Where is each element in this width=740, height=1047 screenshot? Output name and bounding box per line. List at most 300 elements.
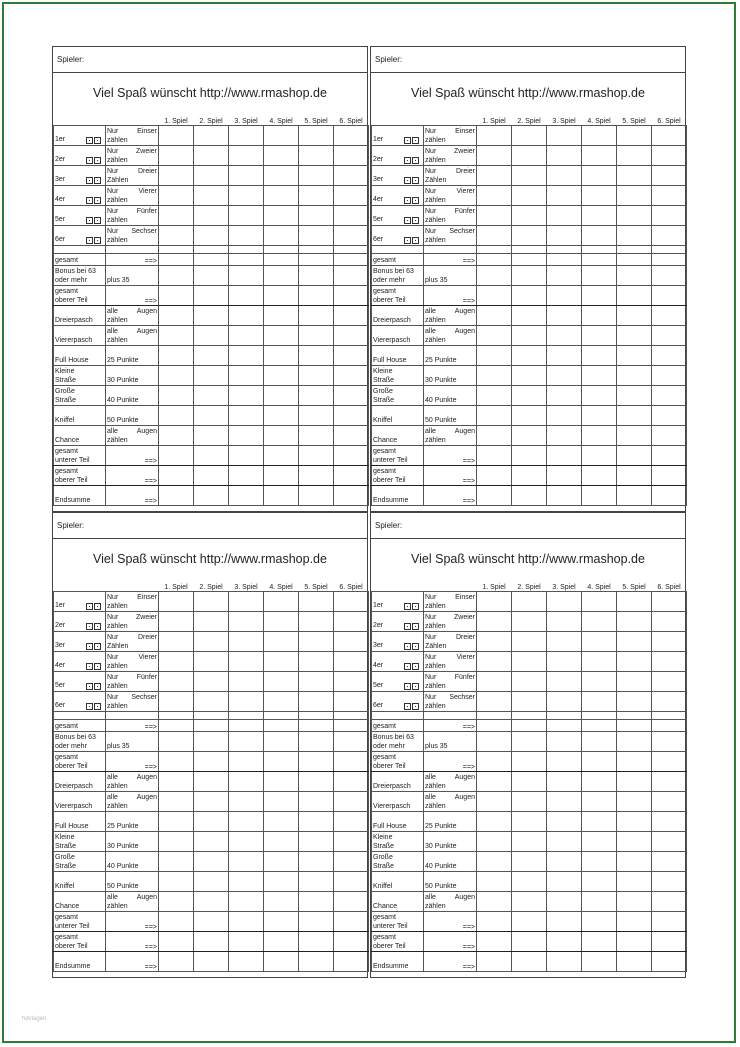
score-cell[interactable]	[582, 672, 617, 692]
score-cell[interactable]	[299, 632, 334, 652]
player-name-field[interactable]: Spieler:	[53, 47, 367, 73]
score-cell[interactable]	[194, 592, 229, 612]
score-cell[interactable]	[299, 446, 334, 466]
score-cell[interactable]	[299, 126, 334, 146]
score-cell[interactable]	[477, 246, 512, 254]
score-cell[interactable]	[477, 892, 512, 912]
score-cell[interactable]	[299, 672, 334, 692]
score-cell[interactable]	[299, 486, 334, 506]
score-cell[interactable]	[264, 126, 299, 146]
score-cell[interactable]	[194, 952, 229, 972]
score-cell[interactable]	[264, 672, 299, 692]
score-cell[interactable]	[617, 286, 652, 306]
score-cell[interactable]	[652, 852, 687, 872]
score-cell[interactable]	[477, 126, 512, 146]
score-cell[interactable]	[512, 486, 547, 506]
score-cell[interactable]	[264, 852, 299, 872]
score-cell[interactable]	[229, 254, 264, 266]
score-cell[interactable]	[617, 720, 652, 732]
score-cell[interactable]	[159, 286, 194, 306]
score-cell[interactable]	[582, 652, 617, 672]
score-cell[interactable]	[652, 772, 687, 792]
score-cell[interactable]	[194, 692, 229, 712]
score-cell[interactable]	[477, 466, 512, 486]
score-cell[interactable]	[652, 792, 687, 812]
score-cell[interactable]	[582, 166, 617, 186]
score-cell[interactable]	[547, 772, 582, 792]
score-cell[interactable]	[334, 912, 369, 932]
score-cell[interactable]	[334, 932, 369, 952]
score-cell[interactable]	[334, 632, 369, 652]
score-cell[interactable]	[194, 720, 229, 732]
score-cell[interactable]	[229, 386, 264, 406]
score-cell[interactable]	[582, 226, 617, 246]
score-cell[interactable]	[477, 752, 512, 772]
score-cell[interactable]	[159, 126, 194, 146]
score-cell[interactable]	[299, 366, 334, 386]
score-cell[interactable]	[512, 286, 547, 306]
score-cell[interactable]	[547, 932, 582, 952]
score-cell[interactable]	[617, 672, 652, 692]
score-cell[interactable]	[652, 952, 687, 972]
score-cell[interactable]	[159, 892, 194, 912]
score-cell[interactable]	[582, 832, 617, 852]
score-cell[interactable]	[617, 812, 652, 832]
score-cell[interactable]	[334, 672, 369, 692]
score-cell[interactable]	[299, 386, 334, 406]
score-cell[interactable]	[194, 932, 229, 952]
score-cell[interactable]	[264, 466, 299, 486]
score-cell[interactable]	[547, 632, 582, 652]
score-cell[interactable]	[652, 226, 687, 246]
score-cell[interactable]	[652, 486, 687, 506]
score-cell[interactable]	[229, 146, 264, 166]
score-cell[interactable]	[582, 486, 617, 506]
score-cell[interactable]	[652, 720, 687, 732]
score-cell[interactable]	[582, 366, 617, 386]
score-cell[interactable]	[299, 652, 334, 672]
score-cell[interactable]	[652, 712, 687, 720]
score-cell[interactable]	[264, 752, 299, 772]
score-cell[interactable]	[229, 912, 264, 932]
score-cell[interactable]	[652, 286, 687, 306]
score-cell[interactable]	[652, 126, 687, 146]
score-cell[interactable]	[582, 612, 617, 632]
score-cell[interactable]	[229, 306, 264, 326]
score-cell[interactable]	[194, 752, 229, 772]
score-cell[interactable]	[512, 932, 547, 952]
score-cell[interactable]	[334, 612, 369, 632]
score-cell[interactable]	[264, 792, 299, 812]
score-cell[interactable]	[334, 186, 369, 206]
score-cell[interactable]	[582, 146, 617, 166]
player-name-field[interactable]: Spieler:	[371, 513, 685, 539]
score-cell[interactable]	[652, 366, 687, 386]
score-cell[interactable]	[299, 792, 334, 812]
score-cell[interactable]	[299, 166, 334, 186]
score-cell[interactable]	[159, 852, 194, 872]
score-cell[interactable]	[264, 892, 299, 912]
score-cell[interactable]	[159, 166, 194, 186]
player-name-field[interactable]: Spieler:	[371, 47, 685, 73]
score-cell[interactable]	[582, 466, 617, 486]
score-cell[interactable]	[477, 406, 512, 426]
score-cell[interactable]	[334, 952, 369, 972]
score-cell[interactable]	[229, 652, 264, 672]
score-cell[interactable]	[334, 406, 369, 426]
score-cell[interactable]	[582, 632, 617, 652]
score-cell[interactable]	[159, 266, 194, 286]
score-cell[interactable]	[299, 932, 334, 952]
score-cell[interactable]	[582, 932, 617, 952]
score-cell[interactable]	[334, 246, 369, 254]
score-cell[interactable]	[264, 652, 299, 672]
score-cell[interactable]	[194, 426, 229, 446]
score-cell[interactable]	[477, 366, 512, 386]
score-cell[interactable]	[159, 326, 194, 346]
score-cell[interactable]	[512, 246, 547, 254]
score-cell[interactable]	[194, 266, 229, 286]
score-cell[interactable]	[194, 772, 229, 792]
score-cell[interactable]	[264, 186, 299, 206]
score-cell[interactable]	[477, 386, 512, 406]
score-cell[interactable]	[159, 932, 194, 952]
score-cell[interactable]	[264, 932, 299, 952]
score-cell[interactable]	[512, 326, 547, 346]
score-cell[interactable]	[194, 912, 229, 932]
score-cell[interactable]	[512, 852, 547, 872]
score-cell[interactable]	[477, 426, 512, 446]
score-cell[interactable]	[582, 266, 617, 286]
score-cell[interactable]	[652, 426, 687, 446]
score-cell[interactable]	[477, 832, 512, 852]
score-cell[interactable]	[334, 146, 369, 166]
score-cell[interactable]	[582, 426, 617, 446]
score-cell[interactable]	[229, 226, 264, 246]
score-cell[interactable]	[512, 146, 547, 166]
score-cell[interactable]	[264, 632, 299, 652]
score-cell[interactable]	[229, 852, 264, 872]
score-cell[interactable]	[477, 672, 512, 692]
score-cell[interactable]	[512, 872, 547, 892]
score-cell[interactable]	[547, 226, 582, 246]
score-cell[interactable]	[617, 612, 652, 632]
score-cell[interactable]	[512, 832, 547, 852]
score-cell[interactable]	[512, 792, 547, 812]
score-cell[interactable]	[299, 592, 334, 612]
score-cell[interactable]	[194, 466, 229, 486]
score-cell[interactable]	[652, 892, 687, 912]
score-cell[interactable]	[299, 206, 334, 226]
score-cell[interactable]	[477, 226, 512, 246]
score-cell[interactable]	[299, 832, 334, 852]
score-cell[interactable]	[264, 812, 299, 832]
score-cell[interactable]	[334, 326, 369, 346]
score-cell[interactable]	[194, 792, 229, 812]
score-cell[interactable]	[264, 406, 299, 426]
score-cell[interactable]	[512, 266, 547, 286]
score-cell[interactable]	[229, 732, 264, 752]
score-cell[interactable]	[617, 952, 652, 972]
score-cell[interactable]	[512, 892, 547, 912]
score-cell[interactable]	[229, 812, 264, 832]
score-cell[interactable]	[229, 720, 264, 732]
score-cell[interactable]	[299, 852, 334, 872]
score-cell[interactable]	[299, 952, 334, 972]
score-cell[interactable]	[512, 632, 547, 652]
score-cell[interactable]	[194, 146, 229, 166]
score-cell[interactable]	[582, 126, 617, 146]
score-cell[interactable]	[477, 692, 512, 712]
score-cell[interactable]	[547, 466, 582, 486]
score-cell[interactable]	[334, 266, 369, 286]
score-cell[interactable]	[159, 720, 194, 732]
score-cell[interactable]	[334, 832, 369, 852]
score-cell[interactable]	[264, 952, 299, 972]
score-cell[interactable]	[229, 466, 264, 486]
score-cell[interactable]	[299, 732, 334, 752]
score-cell[interactable]	[159, 712, 194, 720]
score-cell[interactable]	[477, 612, 512, 632]
score-cell[interactable]	[194, 446, 229, 466]
score-cell[interactable]	[652, 912, 687, 932]
score-cell[interactable]	[229, 486, 264, 506]
score-cell[interactable]	[194, 406, 229, 426]
score-cell[interactable]	[617, 652, 652, 672]
score-cell[interactable]	[229, 346, 264, 366]
score-cell[interactable]	[547, 286, 582, 306]
score-cell[interactable]	[582, 732, 617, 752]
score-cell[interactable]	[477, 326, 512, 346]
score-cell[interactable]	[299, 912, 334, 932]
score-cell[interactable]	[547, 752, 582, 772]
score-cell[interactable]	[582, 952, 617, 972]
score-cell[interactable]	[334, 720, 369, 732]
score-cell[interactable]	[334, 166, 369, 186]
score-cell[interactable]	[264, 246, 299, 254]
score-cell[interactable]	[477, 632, 512, 652]
score-cell[interactable]	[652, 146, 687, 166]
score-cell[interactable]	[264, 772, 299, 792]
score-cell[interactable]	[477, 792, 512, 812]
score-cell[interactable]	[334, 792, 369, 812]
score-cell[interactable]	[264, 446, 299, 466]
score-cell[interactable]	[617, 912, 652, 932]
score-cell[interactable]	[159, 912, 194, 932]
score-cell[interactable]	[582, 852, 617, 872]
score-cell[interactable]	[617, 852, 652, 872]
score-cell[interactable]	[512, 672, 547, 692]
score-cell[interactable]	[477, 266, 512, 286]
score-cell[interactable]	[334, 752, 369, 772]
score-cell[interactable]	[159, 406, 194, 426]
score-cell[interactable]	[477, 952, 512, 972]
score-cell[interactable]	[159, 426, 194, 446]
score-cell[interactable]	[264, 146, 299, 166]
score-cell[interactable]	[582, 446, 617, 466]
score-cell[interactable]	[617, 712, 652, 720]
score-cell[interactable]	[477, 932, 512, 952]
score-cell[interactable]	[512, 752, 547, 772]
score-cell[interactable]	[582, 406, 617, 426]
score-cell[interactable]	[299, 266, 334, 286]
score-cell[interactable]	[334, 872, 369, 892]
score-cell[interactable]	[194, 652, 229, 672]
score-cell[interactable]	[229, 592, 264, 612]
score-cell[interactable]	[652, 672, 687, 692]
score-cell[interactable]	[477, 286, 512, 306]
score-cell[interactable]	[512, 366, 547, 386]
score-cell[interactable]	[582, 592, 617, 612]
score-cell[interactable]	[582, 326, 617, 346]
score-cell[interactable]	[194, 872, 229, 892]
score-cell[interactable]	[334, 892, 369, 912]
score-cell[interactable]	[264, 306, 299, 326]
score-cell[interactable]	[229, 246, 264, 254]
score-cell[interactable]	[652, 732, 687, 752]
score-cell[interactable]	[582, 720, 617, 732]
score-cell[interactable]	[229, 772, 264, 792]
score-cell[interactable]	[617, 186, 652, 206]
score-cell[interactable]	[159, 486, 194, 506]
score-cell[interactable]	[477, 346, 512, 366]
score-cell[interactable]	[194, 672, 229, 692]
score-cell[interactable]	[547, 692, 582, 712]
score-cell[interactable]	[477, 812, 512, 832]
score-cell[interactable]	[617, 466, 652, 486]
score-cell[interactable]	[229, 326, 264, 346]
score-cell[interactable]	[652, 872, 687, 892]
score-cell[interactable]	[194, 246, 229, 254]
score-cell[interactable]	[299, 892, 334, 912]
score-cell[interactable]	[194, 126, 229, 146]
score-cell[interactable]	[264, 712, 299, 720]
score-cell[interactable]	[194, 632, 229, 652]
score-cell[interactable]	[547, 206, 582, 226]
score-cell[interactable]	[159, 752, 194, 772]
score-cell[interactable]	[617, 346, 652, 366]
score-cell[interactable]	[159, 832, 194, 852]
score-cell[interactable]	[159, 386, 194, 406]
score-cell[interactable]	[159, 692, 194, 712]
score-cell[interactable]	[547, 892, 582, 912]
score-cell[interactable]	[299, 752, 334, 772]
score-cell[interactable]	[547, 246, 582, 254]
score-cell[interactable]	[299, 406, 334, 426]
score-cell[interactable]	[652, 466, 687, 486]
score-cell[interactable]	[159, 254, 194, 266]
score-cell[interactable]	[159, 206, 194, 226]
score-cell[interactable]	[229, 932, 264, 952]
score-cell[interactable]	[547, 832, 582, 852]
score-cell[interactable]	[194, 286, 229, 306]
score-cell[interactable]	[617, 932, 652, 952]
score-cell[interactable]	[582, 306, 617, 326]
score-cell[interactable]	[194, 892, 229, 912]
score-cell[interactable]	[159, 652, 194, 672]
score-cell[interactable]	[264, 832, 299, 852]
score-cell[interactable]	[652, 612, 687, 632]
score-cell[interactable]	[159, 146, 194, 166]
score-cell[interactable]	[194, 326, 229, 346]
score-cell[interactable]	[582, 254, 617, 266]
score-cell[interactable]	[229, 186, 264, 206]
score-cell[interactable]	[194, 306, 229, 326]
score-cell[interactable]	[229, 632, 264, 652]
score-cell[interactable]	[229, 752, 264, 772]
score-cell[interactable]	[194, 486, 229, 506]
score-cell[interactable]	[617, 426, 652, 446]
score-cell[interactable]	[334, 772, 369, 792]
score-cell[interactable]	[582, 386, 617, 406]
score-cell[interactable]	[159, 446, 194, 466]
score-cell[interactable]	[477, 206, 512, 226]
score-cell[interactable]	[617, 126, 652, 146]
score-cell[interactable]	[194, 186, 229, 206]
score-cell[interactable]	[512, 912, 547, 932]
score-cell[interactable]	[582, 812, 617, 832]
score-cell[interactable]	[159, 612, 194, 632]
score-cell[interactable]	[159, 632, 194, 652]
score-cell[interactable]	[512, 186, 547, 206]
score-cell[interactable]	[477, 652, 512, 672]
score-cell[interactable]	[617, 166, 652, 186]
score-cell[interactable]	[477, 186, 512, 206]
score-cell[interactable]	[229, 712, 264, 720]
score-cell[interactable]	[652, 752, 687, 772]
score-cell[interactable]	[194, 852, 229, 872]
score-cell[interactable]	[617, 146, 652, 166]
score-cell[interactable]	[477, 912, 512, 932]
score-cell[interactable]	[159, 812, 194, 832]
score-cell[interactable]	[512, 732, 547, 752]
score-cell[interactable]	[229, 166, 264, 186]
score-cell[interactable]	[334, 346, 369, 366]
score-cell[interactable]	[477, 146, 512, 166]
score-cell[interactable]	[512, 652, 547, 672]
score-cell[interactable]	[299, 326, 334, 346]
score-cell[interactable]	[477, 772, 512, 792]
score-cell[interactable]	[512, 346, 547, 366]
score-cell[interactable]	[229, 206, 264, 226]
score-cell[interactable]	[264, 266, 299, 286]
score-cell[interactable]	[159, 732, 194, 752]
score-cell[interactable]	[582, 692, 617, 712]
score-cell[interactable]	[159, 466, 194, 486]
score-cell[interactable]	[617, 752, 652, 772]
score-cell[interactable]	[617, 206, 652, 226]
score-cell[interactable]	[512, 466, 547, 486]
score-cell[interactable]	[334, 366, 369, 386]
score-cell[interactable]	[194, 166, 229, 186]
score-cell[interactable]	[617, 632, 652, 652]
score-cell[interactable]	[229, 446, 264, 466]
score-cell[interactable]	[547, 612, 582, 632]
score-cell[interactable]	[264, 346, 299, 366]
score-cell[interactable]	[334, 446, 369, 466]
score-cell[interactable]	[617, 792, 652, 812]
score-cell[interactable]	[334, 254, 369, 266]
score-cell[interactable]	[617, 446, 652, 466]
score-cell[interactable]	[299, 772, 334, 792]
score-cell[interactable]	[194, 612, 229, 632]
score-cell[interactable]	[547, 326, 582, 346]
score-cell[interactable]	[334, 286, 369, 306]
score-cell[interactable]	[229, 952, 264, 972]
score-cell[interactable]	[194, 346, 229, 366]
score-cell[interactable]	[582, 892, 617, 912]
score-cell[interactable]	[652, 306, 687, 326]
